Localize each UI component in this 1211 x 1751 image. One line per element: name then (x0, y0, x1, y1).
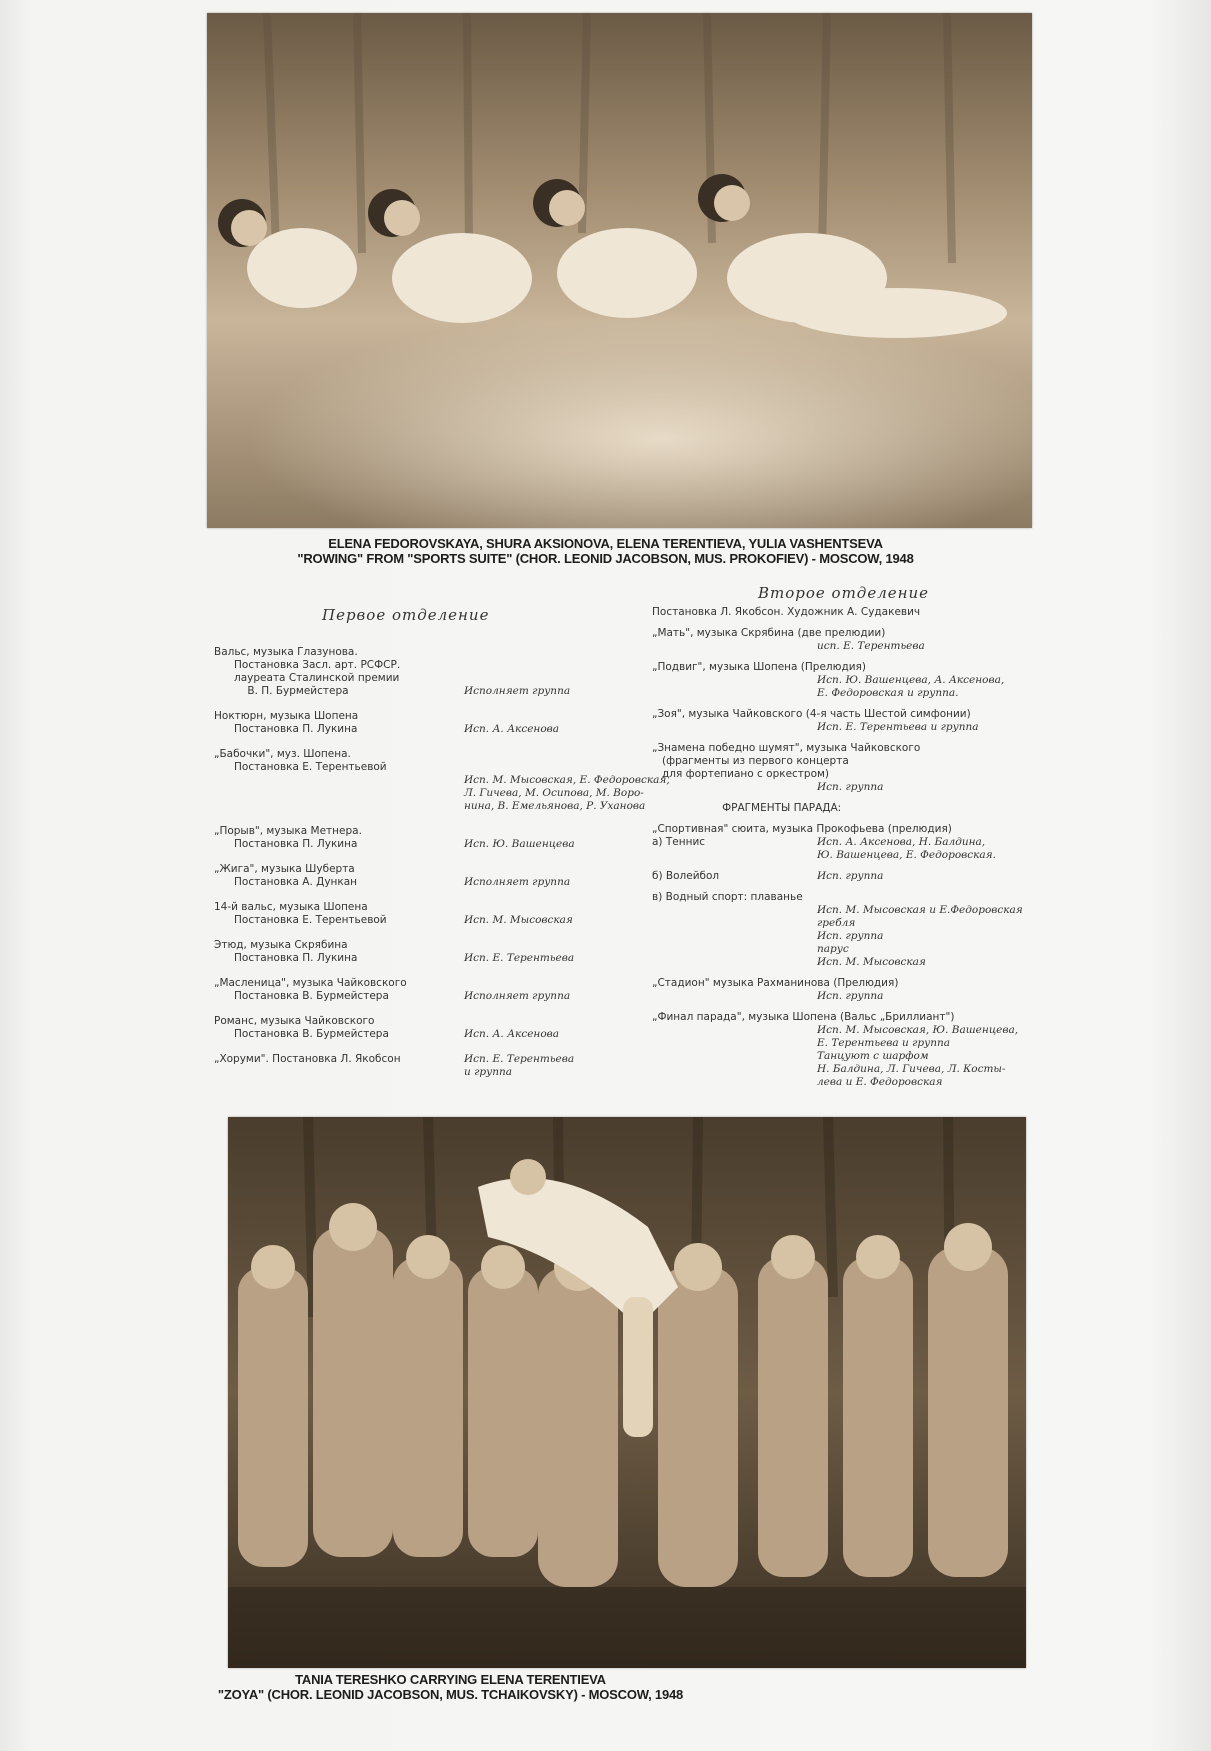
program-item-performers: Исп. группа (817, 990, 884, 1002)
program-item-performers: Исп. М. Мысовская (464, 914, 573, 926)
program-second-part (652, 606, 1052, 1106)
program-item-performers: гребля (817, 917, 856, 929)
program-item-performers: Исполняет группа (464, 685, 571, 697)
caption-bottom-photo (0, 1672, 1056, 1702)
program-item-performers: Е. Федоровская и группа. (817, 687, 959, 699)
program-item-title: „Мать", музыка Скрябина (две прелюдии) (652, 627, 886, 639)
program-item-title: „Бабочки", муз. Шопена. (214, 748, 351, 760)
program-item-title: Вальс, музыка Глазунова. (214, 646, 358, 658)
program-item-title: „Спортивная" сюита, музыка Прокофьева (прелюдия) (652, 823, 952, 835)
program-item-performers: Ю. Вашенцева, Е. Федоровская. (817, 849, 996, 861)
program-item-performers: Исп. М. Мысовская, Ю. Вашенцева, (817, 1024, 1019, 1036)
photo-zoya-dancers (228, 1117, 1026, 1668)
program-item-performers: исп. Е. Терентьева (817, 640, 925, 652)
program-item-performers: парус (817, 943, 849, 955)
heading-first-part: Первое отделение (322, 606, 490, 624)
program-item-performers: Исп. А. Аксенова (464, 1028, 560, 1040)
program-item-performers: Исп. Ю. Вашенцева, А. Аксенова, (817, 674, 1005, 686)
program-item-performers: Исп. группа (817, 930, 884, 942)
caption-top-photo (0, 536, 1211, 566)
caption-top-line2: "ROWING" FROM "SPORTS SUITE" (CHOR. LEONID JACOBSON, MUS. PROKOFIEV) - MOSCOW, 1948 (297, 551, 914, 566)
program-item-title: „Масленица", музыка Чайковского (214, 977, 407, 989)
program-item-title: „Финал парада", музыка Шопена (Вальс „Бриллиант") (652, 1011, 955, 1023)
program-item-performers: Танцуют с шарфом (817, 1050, 929, 1062)
program-item-performers: Исп. А. Аксенова, Н. Балдина, (817, 836, 986, 848)
program-item-performers: нина, В. Емельянова, Р. Уханова (464, 800, 646, 812)
program-item-performers: Исполняет группа (464, 876, 571, 888)
program-item-title: В. П. Бурмейстера (214, 685, 349, 697)
program-item-performers: Исполняет группа (464, 990, 571, 1002)
program-item-performers: Исп. Е. Терентьева (464, 1053, 575, 1065)
program-item-performers: Исп. Ю. Вашенцева (464, 838, 575, 850)
program-item-title: Этюд, музыка Скрябина (214, 939, 348, 951)
program-item-performers: Е. Терентьева и группа (817, 1037, 951, 1049)
program-item-title: для фортепиано с оркестром) (652, 768, 830, 780)
program-item-performers: Исп. группа (817, 781, 884, 793)
program-item-performers: Исп. А. Аксенова (464, 723, 560, 735)
program-item-title: Ноктюрн, музыка Шопена (214, 710, 359, 722)
program-item-title: 14-й вальс, музыка Шопена (214, 901, 368, 913)
program-item-title: Постановка П. Лукина (214, 838, 358, 850)
program-item-title: (фрагменты из первого концерта (652, 755, 849, 767)
program-item-title: в) Водный спорт: плаванье (652, 891, 803, 903)
caption-top-line1: ELENA FEDOROVSKAYA, SHURA AKSIONOVA, ELENA TERENTIEVA, YULIA VASHENTSEVA (328, 536, 883, 551)
program-item-title: Постановка А. Дункан (214, 876, 358, 888)
program-item-performers: Исп. М. Мысовская, Е. Федоровская, (464, 774, 670, 786)
program-item-title: Постановка В. Бурмейстера (214, 990, 389, 1002)
program-item-title: Постановка П. Лукина (214, 723, 358, 735)
program-item-title: лауреата Сталинской премии (214, 672, 400, 684)
program-item-title: „Зоя", музыка Чайковского (4-я часть Шестой симфонии) (652, 708, 971, 720)
program-item-title: „Знамена победно шумят", музыка Чайковского (652, 742, 921, 754)
photo-rowing-dancers (207, 13, 1032, 528)
heading-second-part: Второе отделение (758, 584, 930, 602)
program-item-performers: Исп. М. Мысовская и Е.Федоровская (817, 904, 1023, 916)
caption-bottom-line2: "ZOYA" (CHOR. LEONID JACOBSON, MUS. TCHAIKOVSKY) - MOSCOW, 1948 (217, 1687, 684, 1702)
program-item-title: „Подвиг", музыка Шопена (Прелюдия) (652, 661, 866, 673)
program-item-title: Постановка Е. Терентьевой (214, 761, 387, 773)
program-item-title: „Порыв", музыка Метнера. (214, 825, 362, 837)
program-item-title: Постановка Е. Терентьевой (214, 914, 387, 926)
program-item-title: „Хоруми". Постановка Л. Якобсон (214, 1053, 401, 1065)
program-item-title: ФРАГМЕНТЫ ПАРАДА: (652, 802, 842, 814)
program-item-title: Романс, музыка Чайковского (214, 1015, 375, 1027)
program-item-title: „Жига", музыка Шуберта (214, 863, 355, 875)
caption-bottom-line1: TANIA TERESHKO CARRYING ELENA TERENTIEVA (295, 1672, 606, 1687)
program-item-performers: Исп. Е. Терентьева и группа (817, 721, 979, 733)
program-item-performers: Исп. М. Мысовская (817, 956, 926, 968)
program-item-title: Постановка Засл. арт. РСФСР. (214, 659, 401, 671)
program-item-title: „Стадион" музыка Рахманинова (Прелюдия) (652, 977, 899, 989)
program-item-performers: Л. Гичева, М. Осипова, М. Воро- (464, 787, 644, 799)
program-item-performers: Исп. Е. Терентьева (464, 952, 575, 964)
program-item-title: Постановка П. Лукина (214, 952, 358, 964)
program-item-performers: Н. Балдина, Л. Гичева, Л. Косты- (817, 1063, 1006, 1075)
program-item-performers: лева и Е. Федоровская (817, 1076, 943, 1088)
program-item-title: б) Волейбол (652, 870, 720, 882)
program-item-performers: Исп. группа (817, 870, 884, 882)
program-item-title: а) Теннис (652, 836, 706, 848)
program-item-title: Постановка В. Бурмейстера (214, 1028, 389, 1040)
program-item-performers: и группа (464, 1066, 513, 1078)
program-first-part (214, 646, 670, 1078)
program-item-title: Постановка Л. Якобсон. Художник А. Судакевич (652, 606, 921, 618)
